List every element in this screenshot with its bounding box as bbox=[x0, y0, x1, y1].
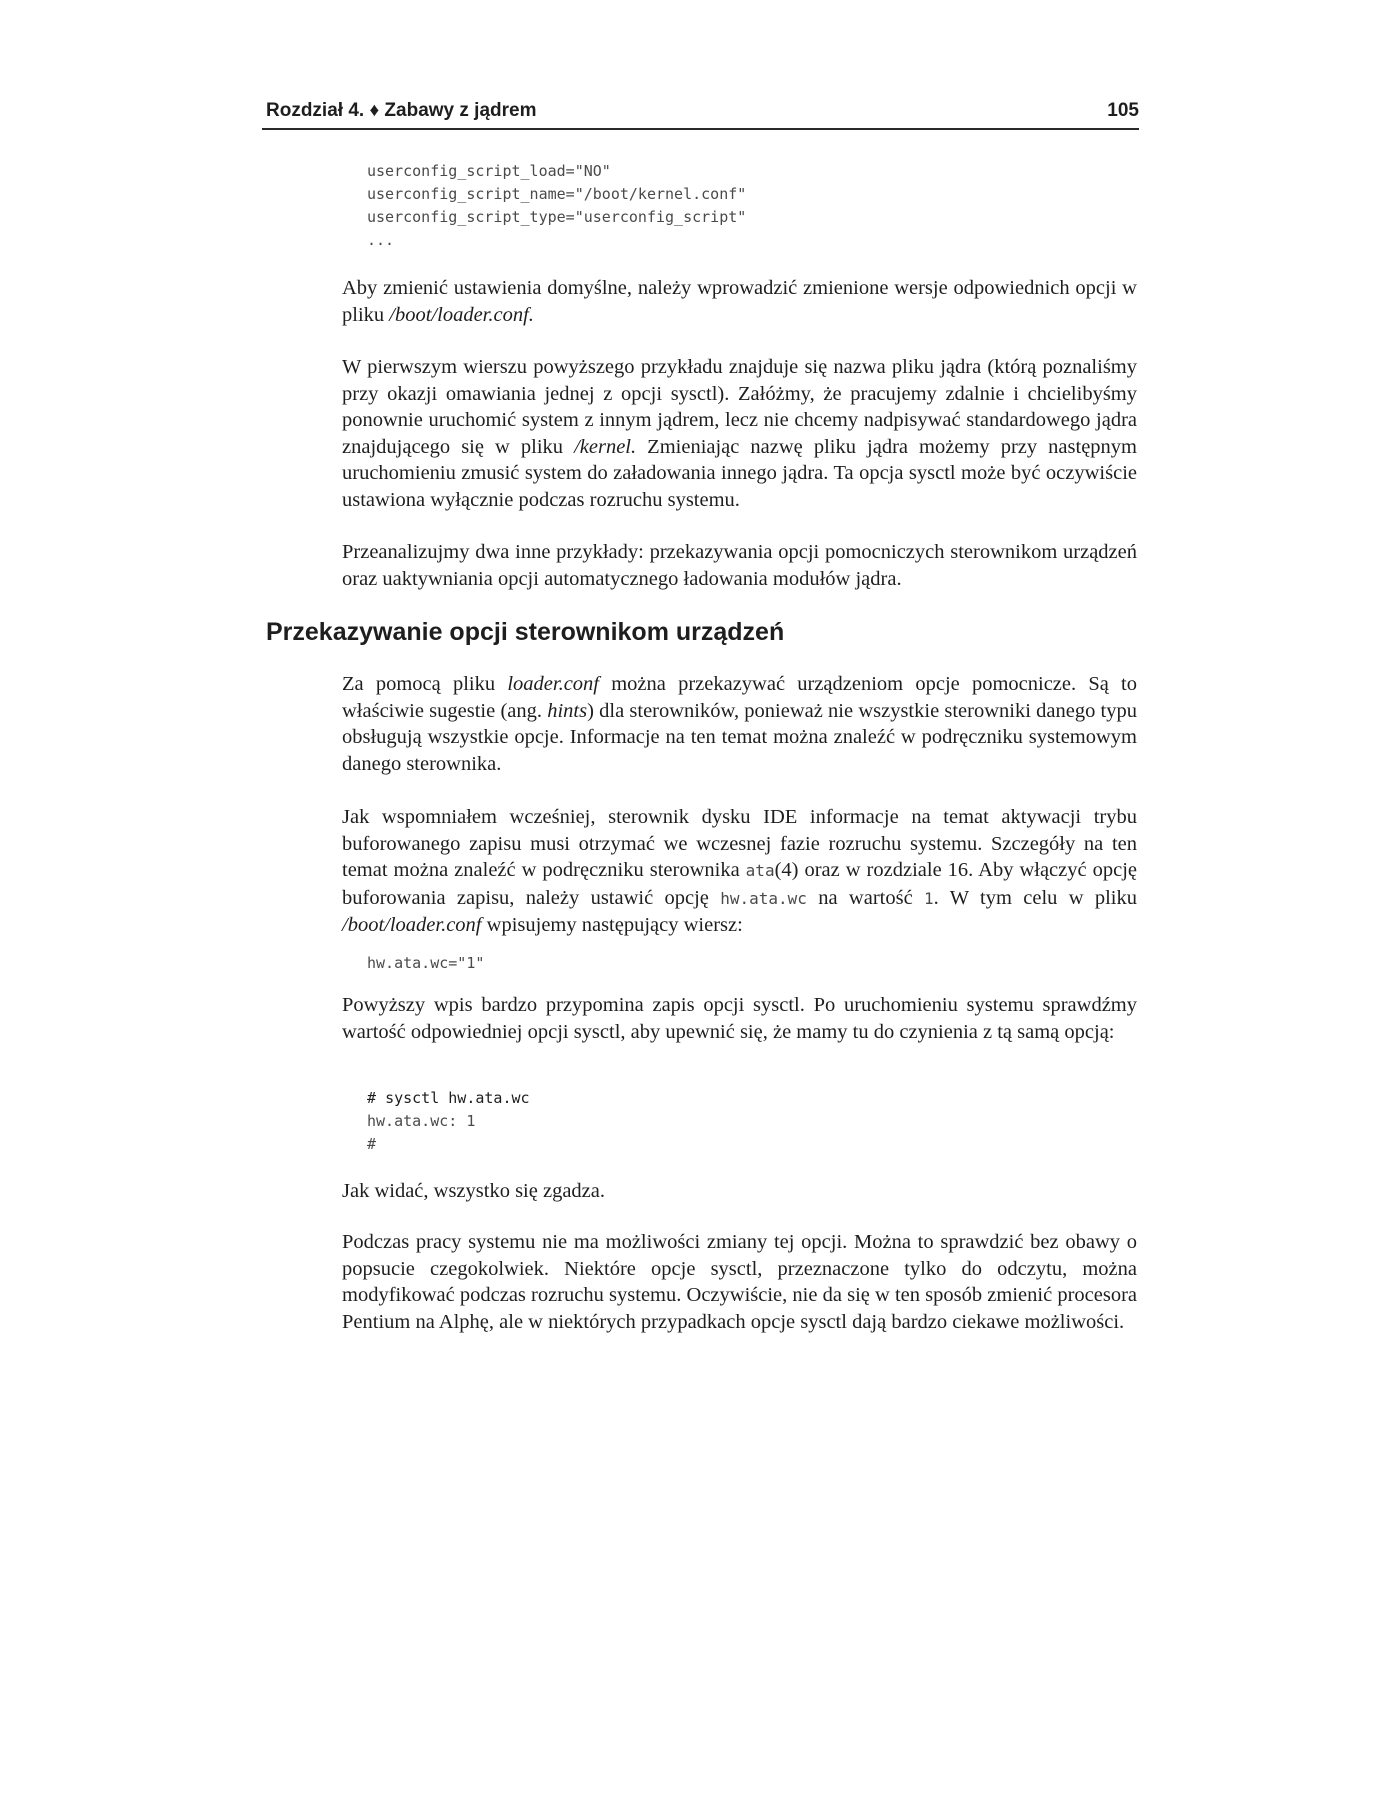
text: na wartość bbox=[806, 886, 925, 909]
shell-command: sysctl hw.ata.wc bbox=[385, 1089, 530, 1107]
inline-code: hw.ata.wc bbox=[720, 888, 807, 908]
text: W pierwszym wierszu powyższego przykładu znajduje się nazwa pliku jądra (którą poznaliśmy przy okazji omawiania jednej z opcji sysctl). Załóżmy, że pracujemy zdalnie i chcielibyśmy ponownie uruchomić system z innym jądrem, lecz nie chcemy nadpisywać standardowego jądra znajdującego się w pliku bbox=[342, 356, 1137, 458]
running-header bbox=[262, 98, 1139, 130]
file-path: /boot/loader.conf. bbox=[389, 303, 534, 326]
file-path: loader.conf bbox=[507, 673, 599, 695]
code-line: userconfig_script_type="userconfig_script" bbox=[367, 208, 747, 226]
text: Jak wspomniałem wcześniej, sterownik dysku IDE informacje na temat aktywacji trybu buforowanego zapisu musi otrzymać we wczesnej fazie rozruchu systemu. Szczegóły na ten temat można znaleźć w podręczniku sterownika bbox=[342, 806, 1137, 881]
paragraph-1 bbox=[342, 275, 1137, 328]
code-line: ... bbox=[367, 231, 395, 249]
text: (4) oraz w rozdziale 16. Aby włączyć opcję buforowania zapisu, należy ustawić opcję bbox=[342, 859, 1137, 909]
code-line: userconfig_script_name="/boot/kernel.conf" bbox=[367, 185, 747, 203]
page-number: 105 bbox=[1107, 100, 1139, 121]
text: można przekazywać urządzeniom opcje pomocnicze. Są to właściwie sugestie (ang. bbox=[342, 673, 1137, 722]
code-output: hw.ata.wc: 1 bbox=[367, 1112, 476, 1130]
paragraph-7: Jak widać, wszystko się zgadza. bbox=[342, 1180, 605, 1202]
term: hints bbox=[547, 699, 588, 722]
text: wpisujemy następujący wiersz: bbox=[481, 914, 743, 936]
code-line: hw.ata.wc="1" bbox=[367, 954, 485, 972]
code-line bbox=[367, 1087, 1137, 1110]
inline-code: ata bbox=[745, 861, 775, 880]
paragraph-4 bbox=[342, 671, 1137, 777]
code-block-sysctl bbox=[342, 1087, 1137, 1156]
chapter-title: Rozdział 4. ♦ Zabawy z jądrem bbox=[266, 100, 537, 121]
shell-prompt: # bbox=[367, 1089, 386, 1107]
text: Za pomocą pliku bbox=[342, 673, 508, 695]
text: Zmieniając nazwę pliku jądra możemy przy następnym uruchomieniu zmusić system do załadowania innego jądra. Ta opcja sysctl może być oczywiście ustawiona wyłącznie podczas rozruchu systemu. bbox=[342, 435, 1137, 511]
code-block-loader-defaults bbox=[342, 160, 1137, 252]
paragraph-2 bbox=[342, 354, 1137, 513]
paragraph-6: Powyższy wpis bardzo przypomina zapis opcji sysctl. Po uruchomieniu systemu sprawdźmy wartość odpowiedniej opcji sysctl, aby upewnić się, że mamy tu do czynienia z tą samą opcją: bbox=[342, 994, 1137, 1043]
text: ) dla sterowników, ponieważ nie wszystkie sterowniki danego typu obsługują wszystkie opcje. Informacje na ten temat można znaleźć w podręczniku systemowym danego sterownika. bbox=[342, 699, 1137, 775]
code-block-hint bbox=[342, 952, 1137, 975]
paragraph-5 bbox=[342, 804, 1137, 939]
shell-prompt: # bbox=[367, 1135, 377, 1153]
file-path: /kernel. bbox=[574, 435, 637, 458]
inline-code: 1 bbox=[924, 888, 934, 908]
file-path: /boot/loader.conf bbox=[342, 914, 482, 936]
paragraph-8: Podczas pracy systemu nie ma możliwości zmiany tej opcji. Można to sprawdzić bez obawy o popsucie czegokolwiek. Niektóre opcje sysctl, przeznaczone tylko do odczytu, można modyfikować podczas rozruchu systemu. Oczywiście, nie da się w ten sposób zmienić procesora Pentium na Alphę, ale w niektórych przypadkach opcje sysctl dają bardzo ciekawe możliwości. bbox=[342, 1231, 1137, 1333]
text: Aby zmienić ustawienia domyślne, należy wprowadzić zmienione wersje odpowiednich opcji w pliku bbox=[342, 277, 1137, 326]
code-line: userconfig_script_load="NO" bbox=[367, 162, 611, 180]
text: . W tym celu w pliku bbox=[933, 886, 1137, 909]
section-heading: Przekazywanie opcji sterownikom urządzeń bbox=[266, 618, 785, 646]
paragraph-3: Przeanalizujmy dwa inne przykłady: przekazywania opcji pomocniczych sterownikom urządzeń oraz uaktywniania opcji automatycznego ładowania modułów jądra. bbox=[342, 541, 1137, 590]
